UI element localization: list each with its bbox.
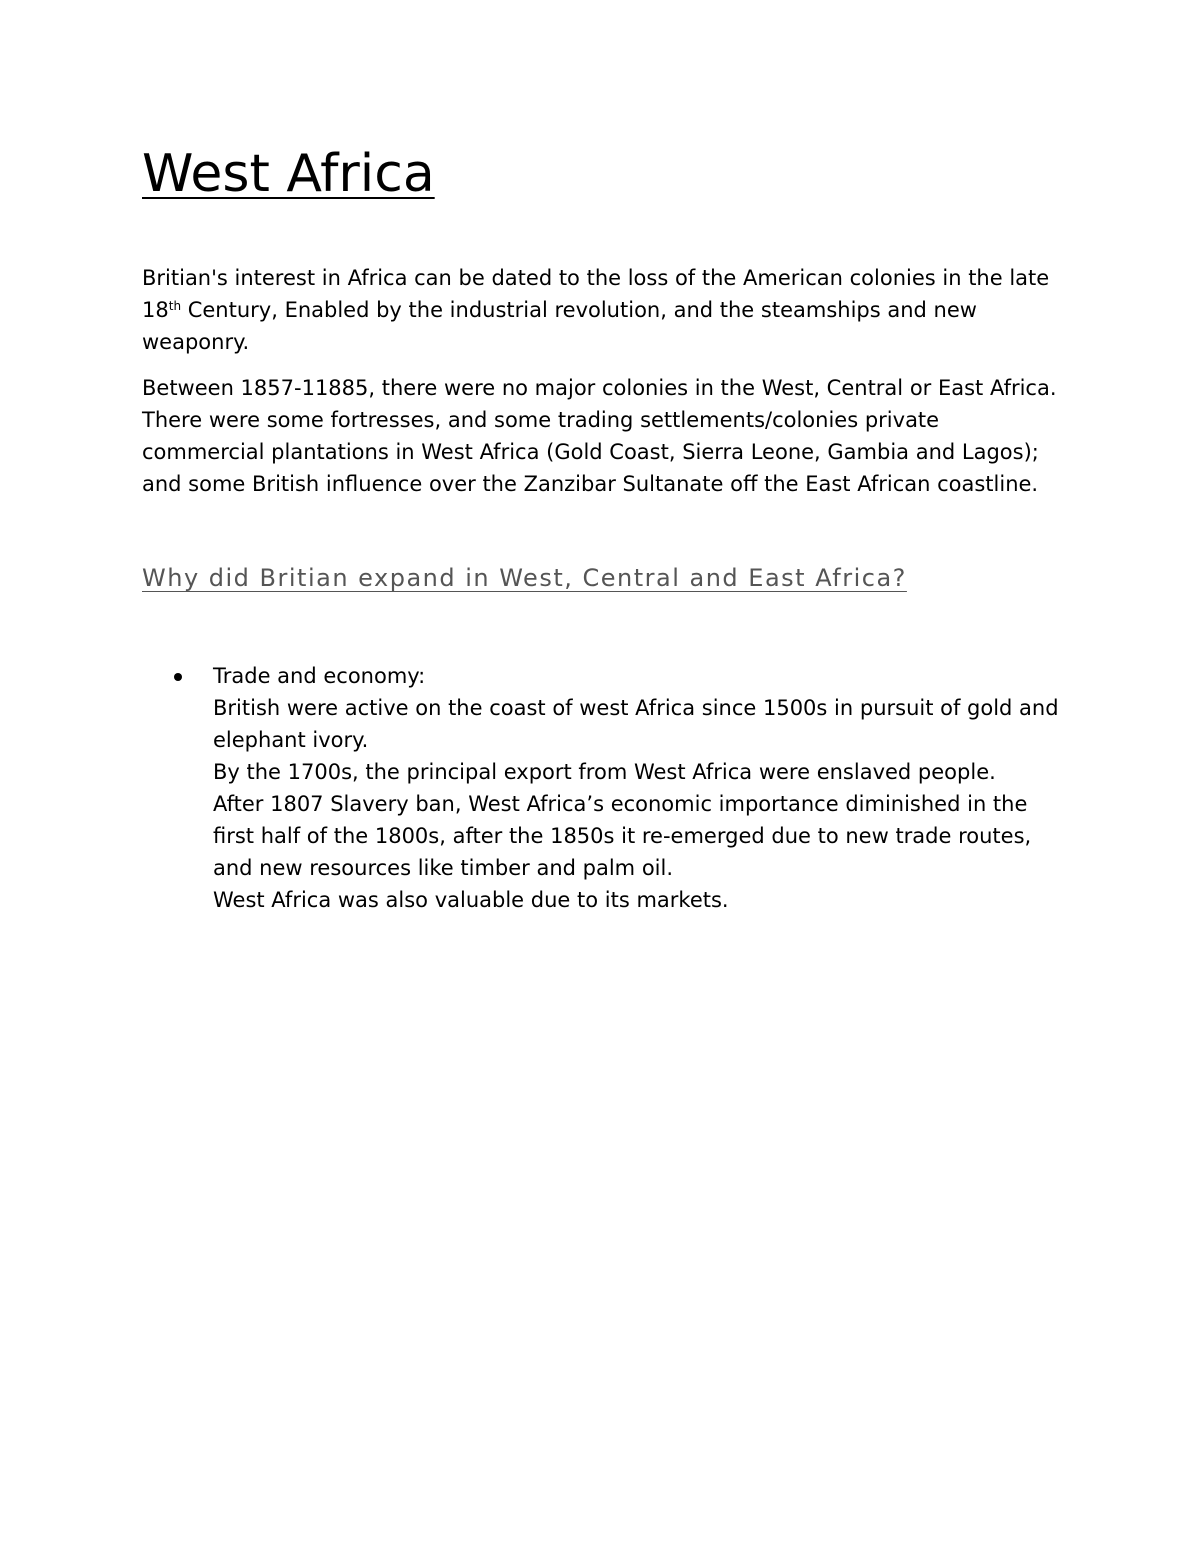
document-title: West Africa [142, 144, 435, 204]
bullet-icon [174, 673, 182, 681]
list-item [142, 660, 1062, 916]
bullet-line: After 1807 Slavery ban, West Africa’s economic importance diminished in the first half of the 1800s, after the 1850s it re-emerged due to new trade routes, and new resources like timber and palm oil. [213, 792, 1032, 880]
intro-paragraph [142, 262, 1062, 358]
bullet-list [142, 660, 1062, 916]
bullet-line: West Africa was also valuable due to its markets. [213, 888, 729, 912]
superscript-ordinal: th [168, 299, 182, 313]
colonies-paragraph: Between 1857-11885, there were no major colonies in the West, Central or East Africa. There were some fortresses, and some trading settlements/colonies private commercial plantations in West Africa (Gold Coast, Sierra Leone, Gambia and Lagos); and some British influence over the Zanzibar Sultanate off the East African coastline. [142, 376, 1057, 496]
section-heading: Why did Britian expand in West, Central and East Africa? [142, 564, 907, 592]
bullet-heading: Trade and economy: [213, 664, 426, 688]
document-body [142, 140, 1062, 916]
bullet-line: British were active on the coast of west Africa since 1500s in pursuit of gold and elephant ivory. [213, 696, 1059, 752]
intro-text-end: Century, Enabled by the industrial revolution, and the steamships and new weaponry. [142, 298, 977, 354]
intro-text-start: Britian's interest in Africa can be dated to the loss of the American colonies in the late 18 [142, 266, 1050, 322]
bullet-line: By the 1700s, the principal export from West Africa were enslaved people. [213, 760, 996, 784]
